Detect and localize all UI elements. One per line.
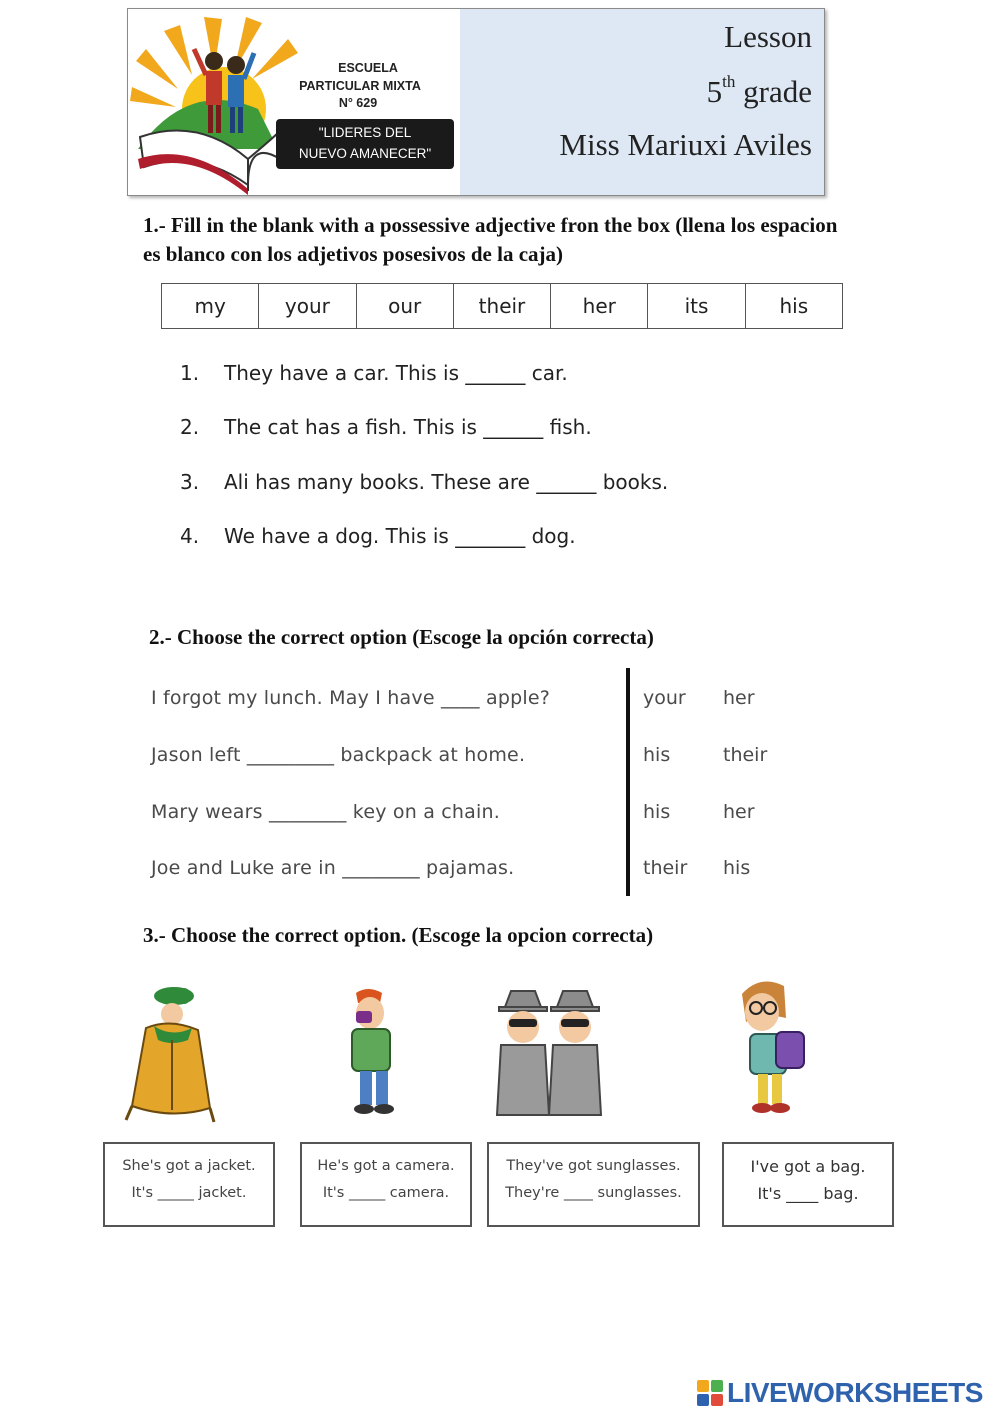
caption-line: They've got sunglasses. [506, 1158, 681, 1174]
worksheet-header [127, 8, 825, 196]
school-number: N° 629 [338, 96, 378, 110]
exercise-sentence[interactable] [180, 470, 668, 494]
girl-bag-icon [722, 972, 837, 1122]
man-camera-icon [320, 985, 420, 1120]
school-motto [276, 119, 454, 169]
caption-card [300, 1142, 472, 1227]
exercise-sentence[interactable] [180, 361, 568, 385]
exercise-sentence[interactable] [180, 415, 592, 439]
choice-option[interactable]: their [643, 857, 688, 879]
exercise-number: 1. [180, 361, 200, 385]
grade-word: grade [743, 74, 812, 109]
choice-sentence: Jason left _________ backpack at home. [151, 744, 526, 766]
woman-jacket-icon [112, 980, 222, 1135]
teacher-name: Miss Mariuxi Aviles [559, 127, 812, 162]
motto-line: NUEVO AMANECER" [298, 146, 432, 161]
section2-title: 2.- Choose the correct option (Escoge la opción correcta) [149, 625, 654, 649]
word-box [161, 283, 843, 329]
exercise-text: We have a dog. This is _______ dog. [224, 524, 576, 548]
grade-number: 5 [706, 74, 723, 109]
choice-option[interactable]: his [723, 857, 751, 879]
section3-title: 3.- Choose the correct option. (Escoge la opcion correcta) [143, 923, 654, 947]
caption-card [103, 1142, 275, 1227]
caption-line: It's ____ bag. [757, 1184, 859, 1203]
caption-line: They're ____ sunglasses. [505, 1185, 682, 1201]
exercise-sentence[interactable] [180, 524, 576, 548]
school-logo-panel [128, 9, 460, 195]
school-name-line: PARTICULAR MIXTA [299, 79, 421, 93]
caption-line: She's got a jacket. [122, 1158, 256, 1174]
exercise-number: 4. [180, 524, 200, 548]
liveworksheets-icon [697, 1380, 723, 1406]
choice-sentence: Joe and Luke are in ________ pajamas. [151, 857, 515, 879]
word-box-cell: its [648, 284, 745, 328]
word-box-cell: our [357, 284, 454, 328]
word-box-cell: his [779, 294, 809, 318]
lesson-label: Lesson [724, 19, 812, 54]
exercise-text: The cat has a fish. This is ______ fish. [224, 415, 592, 439]
grade-suffix: th [722, 72, 736, 91]
motto-line: "LIDERES DEL [318, 125, 412, 140]
caption-line: It's _____ camera. [322, 1185, 450, 1201]
choice-option[interactable]: their [723, 744, 768, 766]
caption-line: I've got a bag. [750, 1157, 866, 1176]
liveworksheets-logo[interactable] [697, 1378, 983, 1408]
exercise-text: They have a car. This is ______ car. [224, 361, 568, 385]
choice-sentence: Mary wears ________ key on a chain. [151, 801, 500, 823]
section1-title: 1.- Fill in the blank with a possessive adjective fron the box (llena los espacion es blanco con los adjetivos posesivos de la caja) [143, 213, 838, 266]
options-divider [626, 668, 630, 896]
grade-label [707, 72, 812, 110]
exercise-text: Ali has many books. These are ______ books. [224, 470, 669, 494]
word-box-cell: your [259, 284, 356, 328]
caption-card [722, 1142, 894, 1227]
word-box-cell: their [454, 284, 551, 328]
choice-option[interactable]: her [723, 687, 755, 709]
school-name-line: ESCUELA [338, 61, 398, 75]
caption-card [487, 1142, 700, 1227]
choice-option[interactable]: her [723, 801, 755, 823]
spies-sunglasses-icon [487, 985, 622, 1125]
caption-line: He's got a camera. [317, 1158, 455, 1174]
choice-sentence: I forgot my lunch. May I have ____ apple? [151, 687, 551, 709]
word-box-cell: my [162, 284, 259, 328]
brand-name: LIVEWORKSHEETS [727, 1377, 983, 1408]
choice-option[interactable]: his [643, 744, 671, 766]
caption-line: It's _____ jacket. [131, 1185, 247, 1201]
choice-option[interactable]: your [643, 687, 686, 709]
word-box-cell: her [551, 284, 648, 328]
exercise-number: 2. [180, 415, 200, 439]
exercise-number: 3. [180, 470, 200, 494]
choice-option[interactable]: his [643, 801, 671, 823]
